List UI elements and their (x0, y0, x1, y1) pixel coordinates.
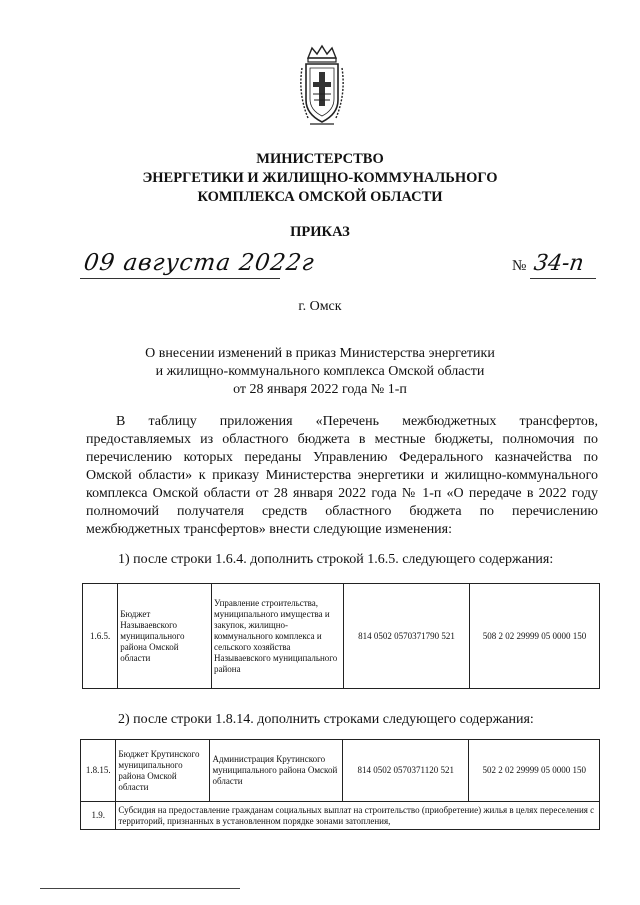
order-number-label: № (512, 258, 527, 274)
revenue-code: 508 2 02 29999 05 0000 150 (469, 584, 599, 689)
row-number: 1.9. (81, 802, 116, 830)
footer-rule (40, 888, 240, 889)
coat-of-arms-icon (296, 44, 348, 130)
revenue-code: 502 2 02 29999 05 0000 150 (469, 740, 600, 802)
row-number: 1.8.15. (81, 740, 116, 802)
order-date-handwritten: 09 августа 2022г (82, 250, 317, 276)
ministry-name (60, 150, 580, 207)
city: г. Омск (298, 299, 342, 314)
organization-name: Администрация Крутинского муниципального района Омской области (210, 740, 343, 802)
order-number-handwritten: 34-п (532, 251, 586, 276)
subject-line-2: и жилищно-коммунального комплекса Омской области (155, 364, 485, 379)
ministry-line-1: МИНИСТЕРСТВО (256, 151, 384, 167)
organization-name: Управление строительства, муниципального имущества и закупок, жилищно-коммунального комплекса и сельского хозяйства Называевского муниципального района (211, 584, 343, 689)
table-row (81, 802, 600, 830)
body-paragraph: В таблицу приложения «Перечень межбюджетных трансфертов, предоставляемых из областного бюджета в местные бюджеты, полномочия по перечислению которых переданы Управлению Федерального казначейства по Омской области» к приказу Министерства энергетики и жилищно-коммунального комплекса Омской области от 28 января 2022 года № 1-п «О передаче в 2022 году полномочий получателя средств областного бюджета по перечислению межбюджетных трансфертов» внести следующие изменения: (86, 414, 598, 537)
subject-line-1: О внесении изменений в приказ Министерства энергетики (145, 346, 495, 361)
table-row (83, 584, 600, 689)
ministry-line-3: КОМПЛЕКСА ОМСКОЙ ОБЛАСТИ (197, 189, 443, 205)
budget-name: Бюджет Крутинского муниципального района Омской области (116, 740, 210, 802)
budget-code: 814 0502 0570371790 521 (344, 584, 470, 689)
order-title: ПРИКАЗ (290, 224, 350, 240)
number-underline (530, 278, 596, 279)
order-subject (80, 345, 560, 399)
subject-line-3: от 28 января 2022 года № 1-п (233, 382, 407, 397)
ministry-line-2: ЭНЕРГЕТИКИ И ЖИЛИЩНО-КОММУНАЛЬНОГО (142, 170, 498, 186)
table-1 (82, 583, 600, 689)
table-row (81, 740, 600, 802)
subsidy-description: Субсидия на предоставление гражданам социальных выплат на строительство (приобретение) жилья в целях переселения с территорий, признанных в установленном порядке зонами затопления, (116, 802, 600, 830)
budget-code: 814 0502 0570371120 521 (343, 740, 469, 802)
amendment-item-2: 2) после строки 1.8.14. дополнить строками следующего содержания: (118, 712, 534, 727)
date-underline (80, 278, 280, 279)
table-2 (80, 739, 600, 830)
amendment-item-1: 1) после строки 1.6.4. дополнить строкой 1.6.5. следующего содержания: (118, 552, 554, 567)
row-number: 1.6.5. (83, 584, 118, 689)
budget-name: Бюджет Называевского муниципального района Омской области (118, 584, 212, 689)
